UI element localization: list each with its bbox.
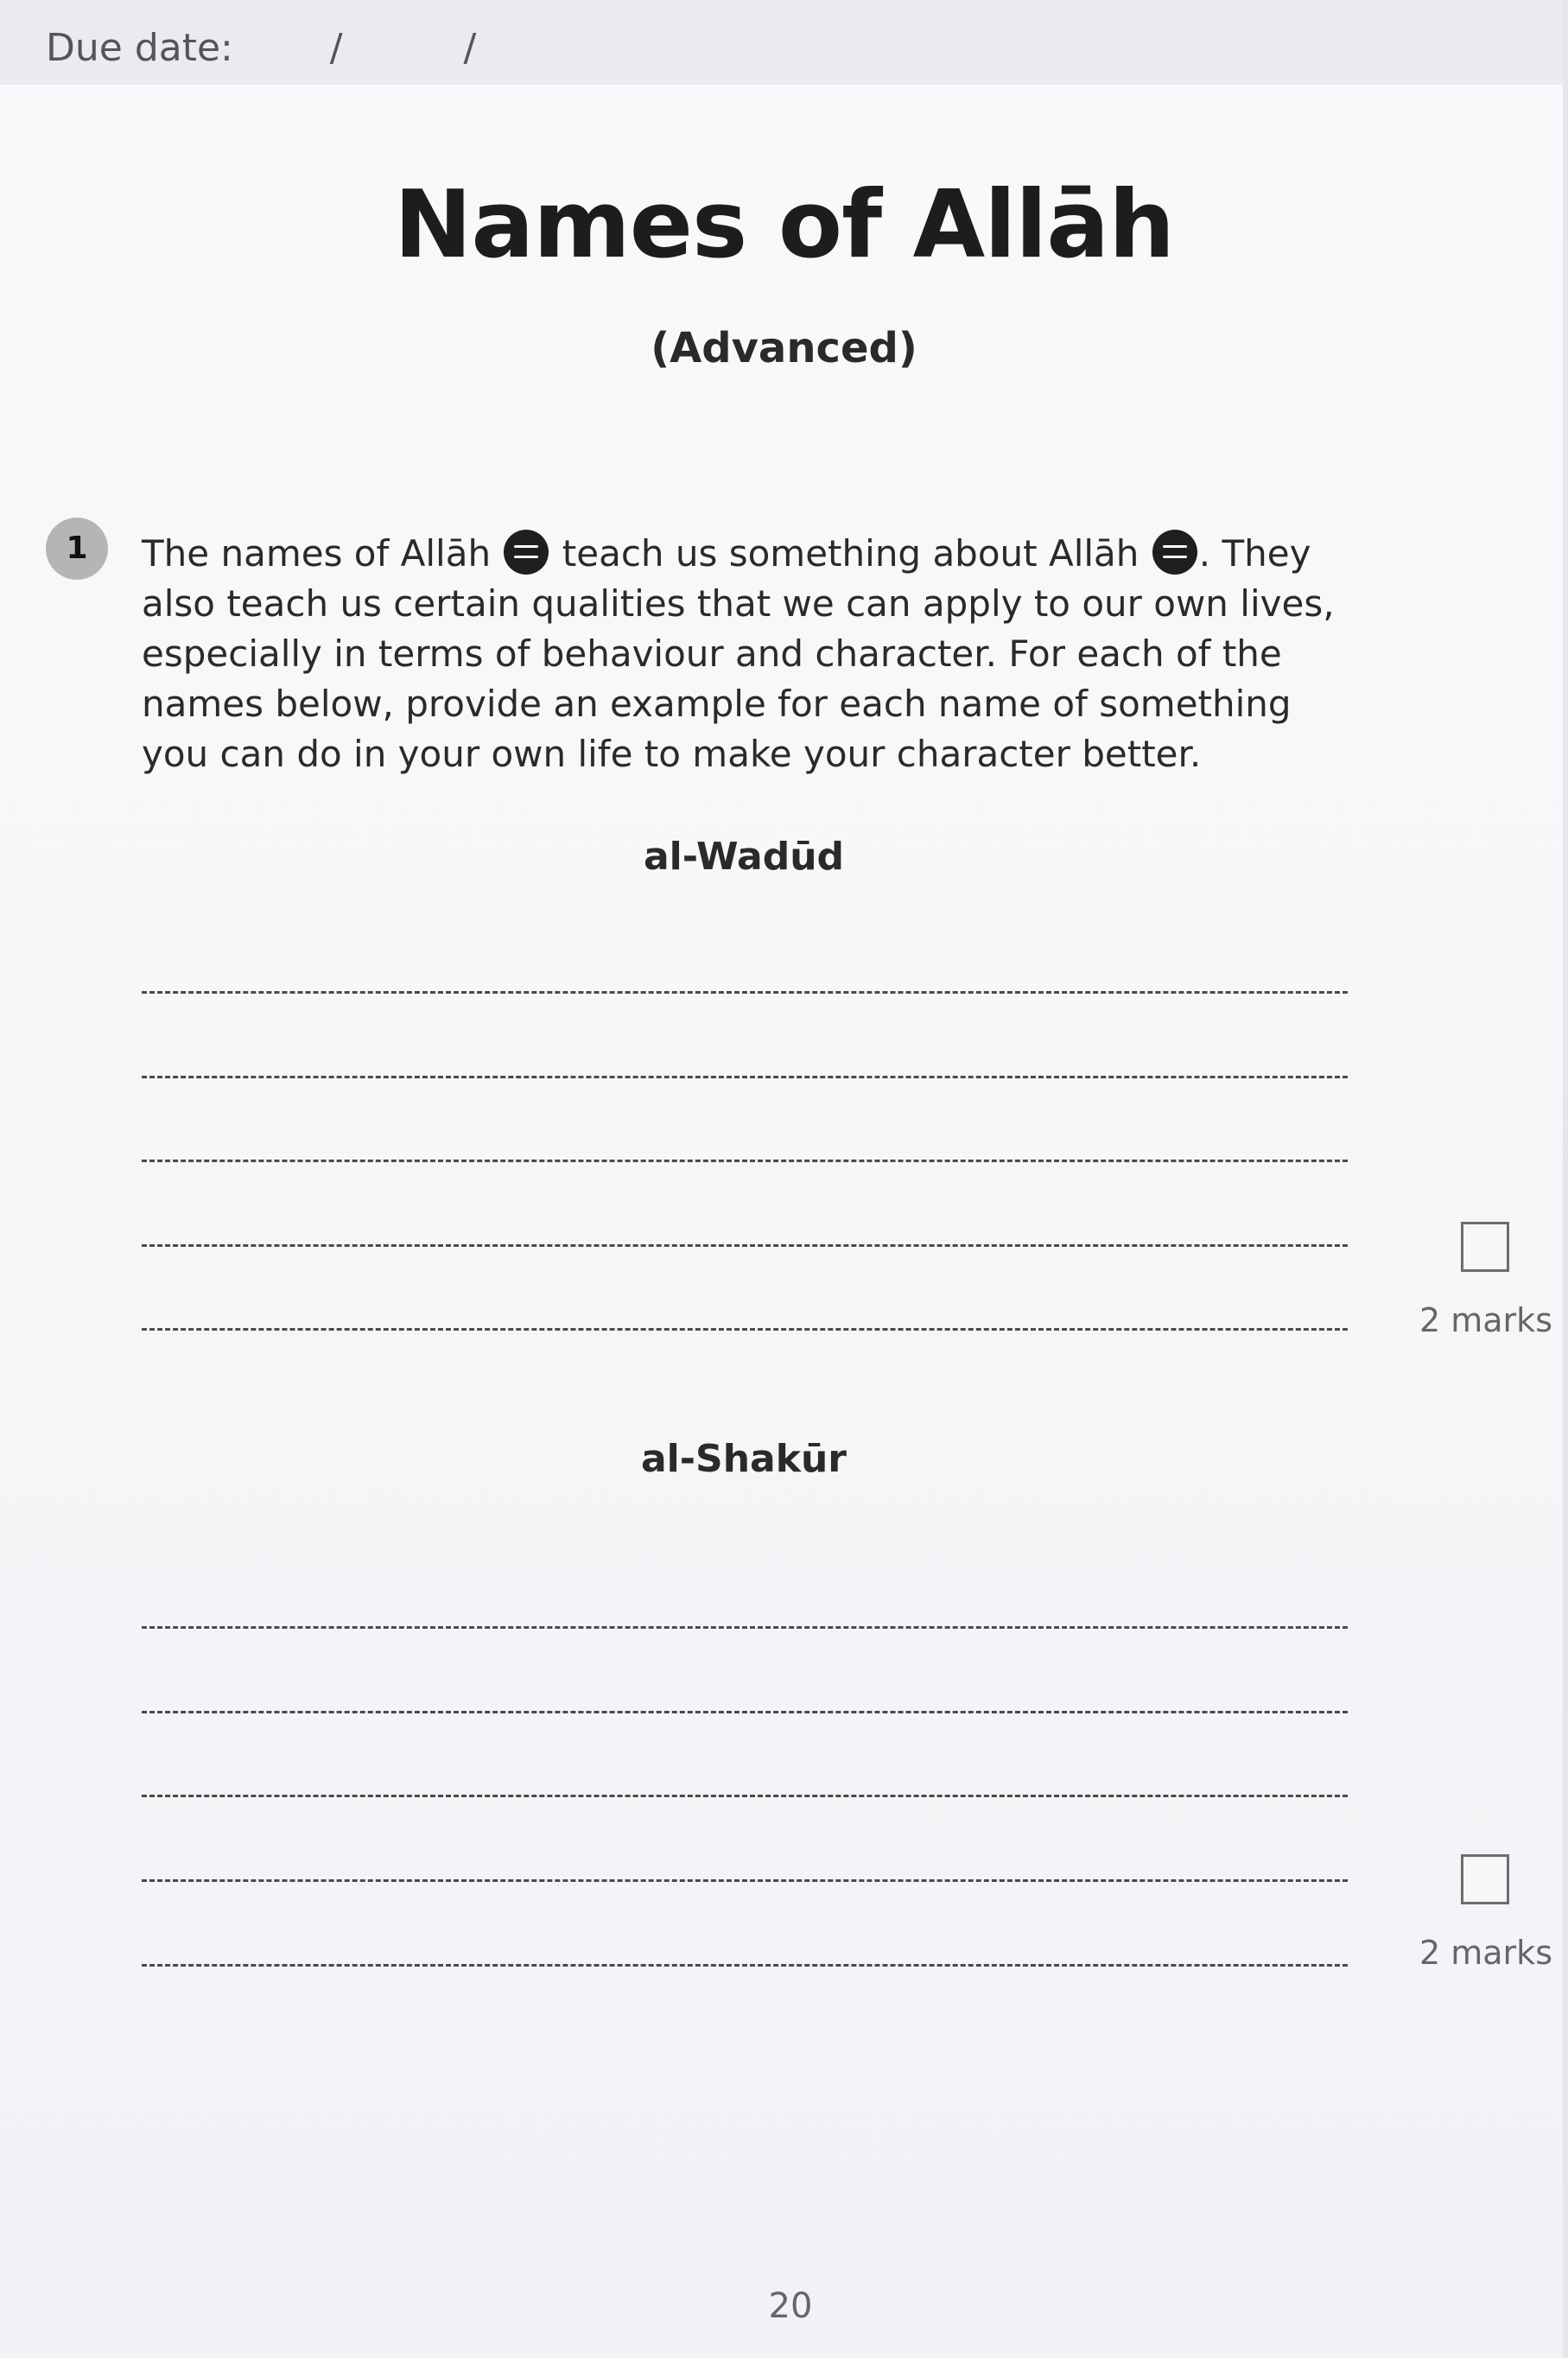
page-edge: [1563, 0, 1568, 2358]
answer-line[interactable]: [142, 1244, 1348, 1247]
marks-label: 2 marks: [1419, 1301, 1552, 1339]
marks-checkbox[interactable]: [1461, 1222, 1509, 1272]
page-title: Names of Allāh: [393, 171, 1175, 279]
answer-line[interactable]: [142, 1328, 1348, 1331]
page-subtitle: (Advanced): [651, 324, 917, 372]
subhanahu-wa-taala-icon: [504, 530, 549, 575]
subhanahu-wa-taala-icon: [1152, 530, 1197, 575]
question-number-badge: 1: [46, 518, 108, 580]
instruction-text-part3: . They also teach us certain qualities that we can apply to our own lives, especially in terms of behaviour and character. For each of the names below, provide an example for each name of something you can do in your own life to make your character better.: [142, 532, 1335, 775]
instruction-text-part1: The names of Allāh: [142, 532, 503, 575]
marks-checkbox[interactable]: [1461, 1854, 1509, 1904]
answer-line[interactable]: [142, 1879, 1348, 1882]
answer-line[interactable]: [142, 1626, 1348, 1629]
answer-line[interactable]: [142, 1160, 1348, 1162]
answer-line[interactable]: [142, 1964, 1348, 1967]
instruction-text-part2: teach us something about Allāh: [550, 532, 1151, 575]
answer-line[interactable]: [142, 1711, 1348, 1713]
question-instruction: [142, 529, 1343, 779]
name-heading-al-wadud: al-Wadūd: [643, 835, 845, 879]
answer-line[interactable]: [142, 991, 1348, 994]
answer-line[interactable]: [142, 1076, 1348, 1078]
name-heading-al-shakur: al-Shakūr: [640, 1437, 847, 1481]
page-number: 20: [768, 2286, 813, 2326]
marks-label: 2 marks: [1419, 1934, 1552, 1972]
due-date-label: Due date: / /: [46, 26, 477, 70]
answer-line[interactable]: [142, 1795, 1348, 1797]
